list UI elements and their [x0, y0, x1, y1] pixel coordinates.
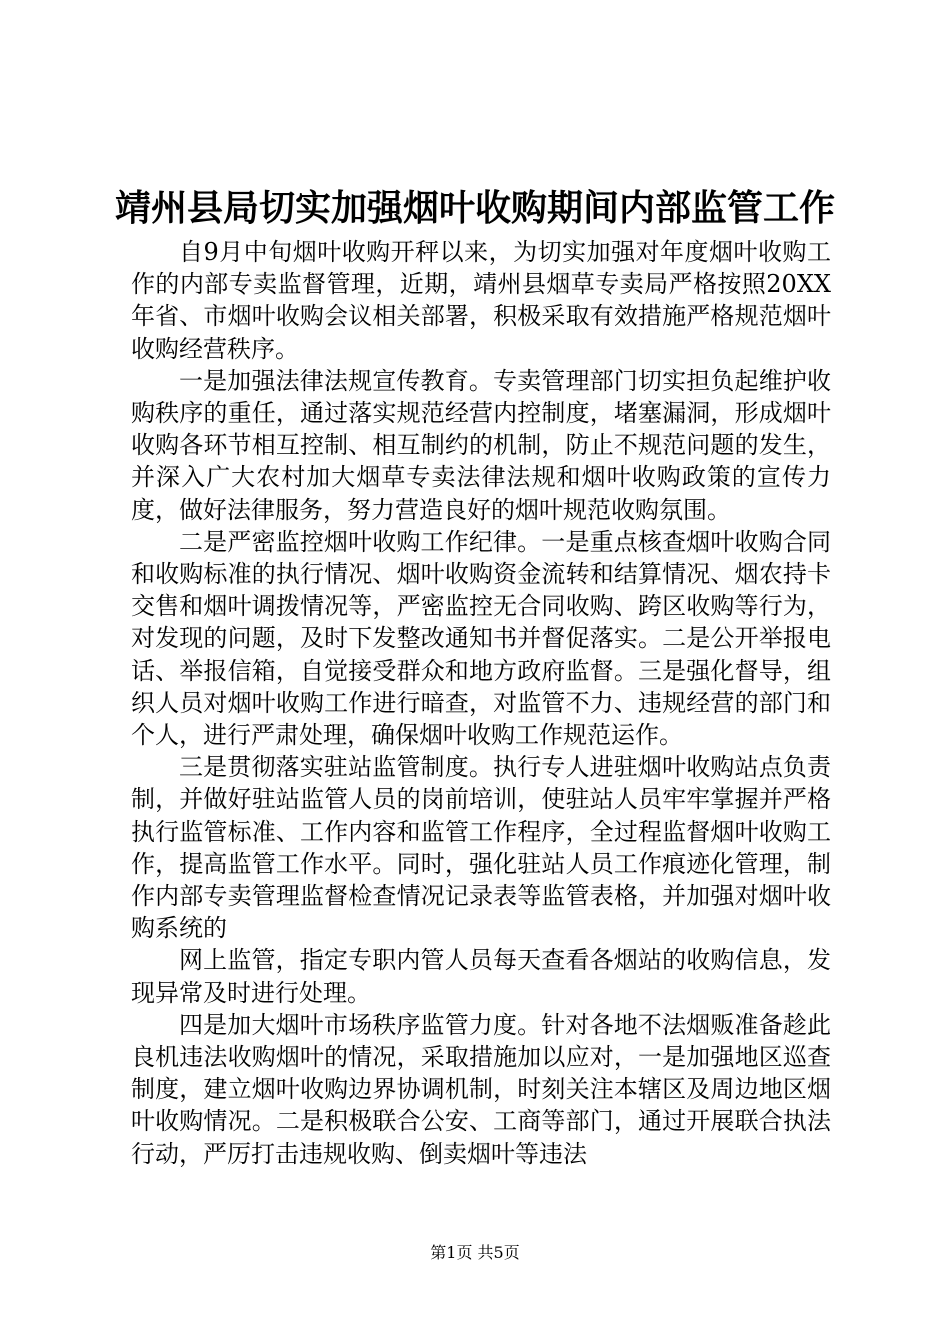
paragraph-online-supervision: 网上监管，指定专职内管人员每天查看各烟站的收购信息，发现异常及时进行处理。: [131, 946, 831, 1007]
page-number-footer: 第1页 共5页: [430, 1243, 520, 1262]
paragraph-intro: 自9月中旬烟叶收购开秤以来，为切实加强对年度烟叶收购工作的内部专卖监督管理，近期，靖州县烟草专卖局严格按照20XX年省、市烟叶收购会议相关部署，积极采取有效措施严格规范烟叶收购经营秩序。: [131, 238, 831, 363]
paragraph-station-supervision: 三是贯彻落实驻站监管制度。执行专人进驻烟叶收购站点负责制，并做好驻站监管人员的岗前培训，使驻站人员牢牢掌握并严格执行监管标准、工作内容和监管工作程序，全过程监督烟叶收购工作，提高监管工作水平。同时，强化驻站人员工作痕迹化管理，制作内部专卖管理监督检查情况记录表等监管表格，并加强对烟叶收购系统的: [131, 753, 831, 943]
document-title: 靖州县局切实加强烟叶收购期间内部监管工作: [114, 187, 835, 229]
paragraph-market-order: 四是加大烟叶市场秩序监管力度。针对各地不法烟贩准备趁此良机违法收购烟叶的情况，采取措施加以应对，一是加强地区巡查制度，建立烟叶收购边界协调机制，时刻关注本辖区及周边地区烟叶收购情况。二是积极联合公安、工商等部门，通过开展联合执法行动，严厉打击违规收购、倒卖烟叶等违法: [131, 1010, 831, 1168]
paragraph-discipline-monitoring: 二是严密监控烟叶收购工作纪律。一是重点核查烟叶收购合同和收购标准的执行情况、烟叶收购资金流转和结算情况、烟农持卡交售和烟叶调拨情况等，严密监控无合同收购、跨区收购等行为，对发现的问题，及时下发整改通知书并督促落实。二是公开举报电话、举报信箱，自觉接受群众和地方政府监督。三是强化督导，组织人员对烟叶收购工作进行暗查，对监管不力、违规经营的部门和个人，进行严肃处理，确保烟叶收购工作规范运作。: [131, 527, 831, 750]
paragraph-law-education: 一是加强法律法规宣传教育。专卖管理部门切实担负起维护收购秩序的重任，通过落实规范经营内控制度，堵塞漏洞，形成烟叶收购各环节相互控制、相互制约的机制，防止不规范问题的发生，并深入广大农村加大烟草专卖法律法规和烟叶收购政策的宣传力度，做好法律服务，努力营造良好的烟叶规范收购氛围。: [131, 366, 831, 524]
document-body: [131, 236, 831, 1170]
